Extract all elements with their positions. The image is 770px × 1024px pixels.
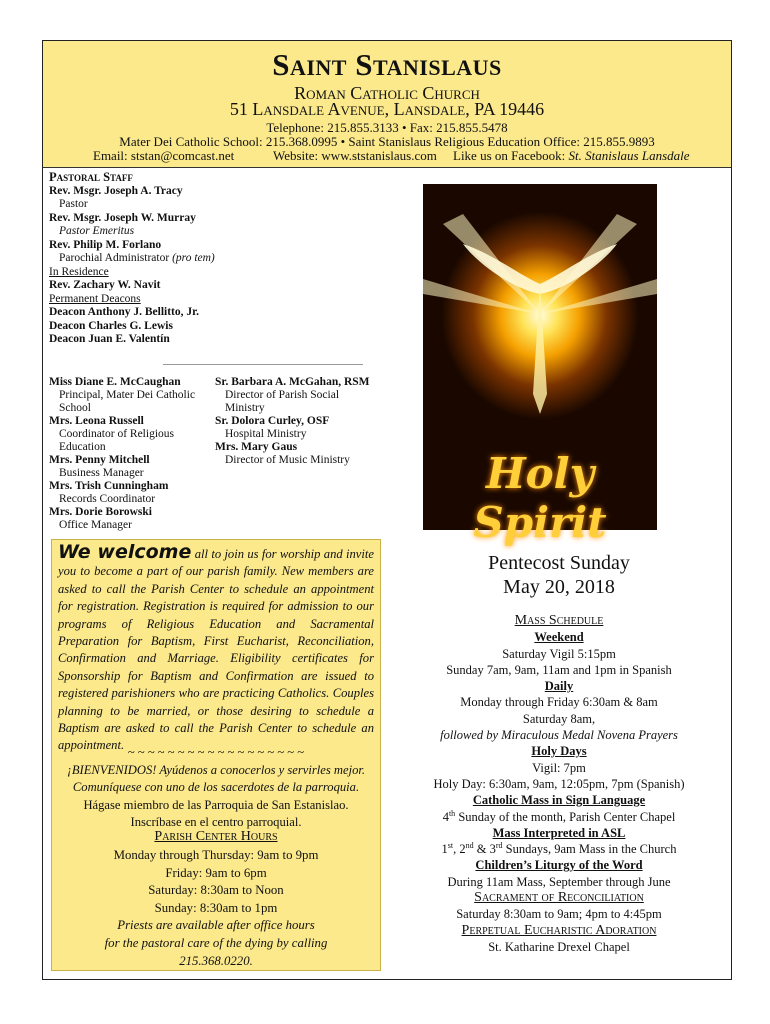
school-line: Mater Dei Catholic School: 215.368.0995 • Saint Stanislaus Religious Education Office: 215.855.9893 [119,134,655,149]
holy-days-label: Holy Days [531,744,587,759]
staff-role: Parochial Administrator [59,252,170,264]
schedule-line: Sunday 7am, 9am, 11am and 1pm in Spanish [446,662,672,677]
welcome-lead: We welcome [58,541,192,563]
schedule-line: Holy Day: 6:30am, 9am, 12:05pm, 7pm (Spanish) [433,776,685,791]
facebook-line[interactable] [453,148,690,164]
schedule-line: Monday through Friday 6:30am & 8am [460,695,658,710]
website-link[interactable]: Website: www.ststanislaus.com [273,148,437,163]
sign-language-label: Catholic Mass in Sign Language [472,793,646,808]
facebook-name: St. Stanislaus Lansdale [568,148,690,163]
feast-name: Pentecost Sunday [488,552,630,574]
image-caption: Holy Spirit [473,449,607,547]
staff-role-note: (pro tem) [172,252,215,264]
staff-name: Rev. Zachary W. Navit [49,279,161,291]
sign-sup: th [448,808,456,818]
staff-name: Mrs. Penny Mitchell [49,454,150,466]
asl-num: 1 [441,842,448,857]
feast-date: May 20, 2018 [503,576,615,598]
hours-phone[interactable]: 215.368.0220. [179,953,253,968]
spanish-line: Hágase miembro de las Parroquia de San Estanislao. [83,797,349,812]
staff-name: Sr. Barbara A. McGahan, RSM [215,376,370,388]
sign-num: 4 [442,809,449,824]
hours-heading: Parish Center Hours [154,829,278,844]
daily-label: Daily [544,679,574,694]
schedule-heading: Mass Schedule [514,613,604,628]
staff-role: Principal, Mater Dei Catholic School [59,389,196,414]
adoration-heading: Perpetual Eucharistic Adoration [461,922,657,938]
mass-schedule [387,613,731,955]
hours-line: Saturday: 8:30am to Noon [148,883,284,898]
staff-heading: Pastoral Staff [49,170,133,184]
asl-sup: rd [495,841,503,850]
welcome-body: all to join us for worship and invite you to become a part of our parish family. New members are asked to call the Parish Center to schedule an appointment for registration. Registration is required for admission to our programs of Religious Education and Sacramental Preparation for Baptism, First Eucharist, Reconciliation, Confirmation and Marriage. Eligibility certificates for Sponsorship for Baptism and Confirmation are issued to registered parishioners who are practicing Catholics. Couples planning to be married, or those desiring to schedule a Baptism are asked to call the Parish Center to schedule an appointment. [58,547,374,753]
schedule-line [387,841,731,857]
in-residence-label: In Residence [49,265,109,278]
staff-role: Director of Parish Social Ministry [225,389,340,414]
spanish-line: Comuníquese con uno de los sacerdotes de la parroquia. [72,780,360,794]
asl-label: Mass Interpreted in ASL [492,825,626,840]
asl-sup: nd [465,841,474,850]
schedule-line: During 11am Mass, September through June [447,874,671,889]
childrens-liturgy-label: Children’s Liturgy of the Word [475,858,643,873]
spanish-line: Inscríbase en el centro parroquial. [130,815,302,829]
facebook-prefix: Like us on Facebook: [453,148,569,163]
deacon-name: Deacon Juan E. Valentín [49,333,170,345]
pastoral-staff [49,171,389,347]
welcome-divider: ~ ~ ~ ~ ~ ~ ~ ~ ~ ~ ~ ~ ~ ~ ~ ~ ~ ~ [127,745,305,759]
staff-role: Office Manager [59,519,132,531]
hours-line: Monday through Thursday: 9am to 9pm [113,848,319,862]
staff-name: Rev. Msgr. Joseph A. Tracy [49,184,183,197]
staff-role: Business Manager [59,467,144,479]
staff-name: Mrs. Dorie Borowski [49,506,152,518]
staff-name: Rev. Msgr. Joseph W. Murray [49,211,196,224]
schedule-line [387,809,731,825]
welcome-text [58,541,374,755]
schedule-line: followed by Miraculous Medal Novena Prayers [440,728,678,743]
spanish-welcome [52,744,380,832]
church-address: 51 Lansdale Avenue, Lansdale, PA 19446 [229,99,545,119]
spanish-line: ¡BIENVENIDOS! Ayúdenos a conocerlos y servirles mejor. [66,762,366,777]
asl-rest: Sundays, 9am Mass in the Church [502,842,677,857]
deacon-name: Deacon Charles G. Lewis [49,319,173,332]
phone-line: Telephone: 215.855.3133 • Fax: 215.855.5478 [266,120,508,135]
deacon-name: Deacon Anthony J. Bellitto, Jr. [49,306,200,318]
email-link[interactable]: Email: ststan@comcast.net [93,148,235,163]
welcome-box [51,539,381,971]
staff-name: Rev. Philip M. Forlano [49,238,162,251]
holy-spirit-image [423,184,657,547]
sign-rest: Sunday of the month, Parish Center Chapel [455,809,676,824]
staff-role: Pastor Emeritus [59,225,135,237]
bulletin-header [43,41,731,168]
hours-note: Priests are available after office hours [117,918,315,933]
mass-info [387,551,731,954]
staff-divider [163,364,363,365]
schedule-line: Saturday 8am, [522,711,596,726]
staff-role: Records Coordinator [59,493,156,505]
schedule-line: Vigil: 7pm [532,760,586,775]
staff-role: Hospital Ministry [225,428,307,440]
bulletin-page [42,40,732,980]
staff-role: Director of Music Ministry [225,454,350,466]
asl-num: & 3 [473,842,496,857]
hours-line: Friday: 9am to 6pm [165,865,267,880]
hours-note: for the pastoral care of the dying by calling [104,935,328,950]
hours-line: Sunday: 8:30am to 1pm [154,900,278,915]
deacons-label: Permanent Deacons [49,292,141,305]
staff-name: Sr. Dolora Curley, OSF [215,415,330,427]
reconciliation-heading: Sacrament of Reconciliation [474,890,644,906]
schedule-line: Saturday 8:30am to 9am; 4pm to 4:45pm [456,907,662,922]
church-title: Saint Stanislaus [272,47,502,82]
staff-name: Mrs. Mary Gaus [215,441,298,453]
weekend-label: Weekend [534,630,584,645]
staff-left-column [49,376,209,532]
staff-right-column [215,376,380,467]
schedule-line: St. Katharine Drexel Chapel [488,939,630,954]
asl-sup: st [447,841,454,850]
church-subtitle: Roman Catholic Church [294,83,480,103]
schedule-line: Saturday Vigil 5:15pm [502,646,616,661]
parish-hours [52,847,380,970]
staff-name: Mrs. Leona Russell [49,415,144,427]
staff-name: Miss Diane E. McCaughan [49,376,181,388]
staff-role: Pastor [59,198,88,210]
staff-role: Coordinator of Religious Education [59,428,174,453]
staff-name: Mrs. Trish Cunningham [49,480,169,492]
asl-num: , 2 [453,842,466,857]
